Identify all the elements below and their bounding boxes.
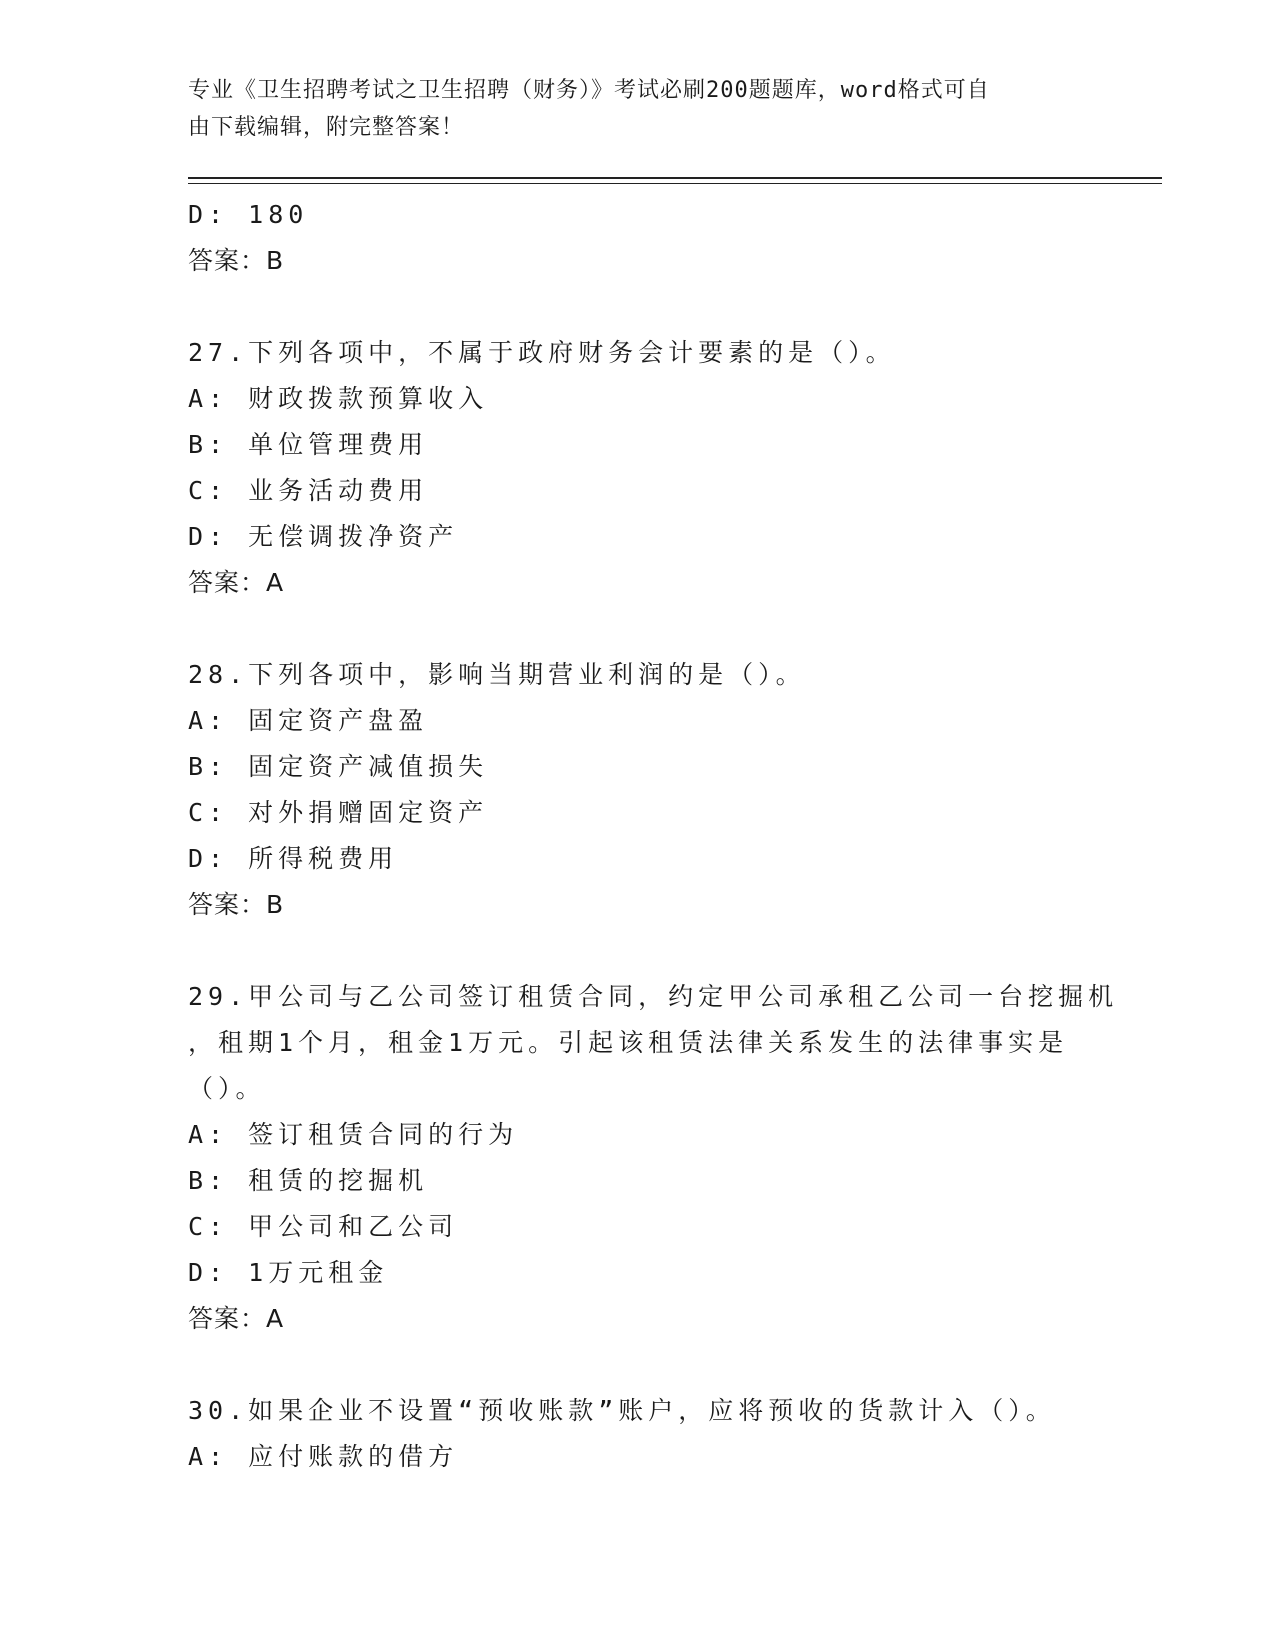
- header-divider-thin: [188, 183, 1162, 184]
- option-a: A: 财政拨款预算收入: [188, 384, 489, 413]
- option-c: C: 对外捐赠固定资产: [188, 798, 489, 827]
- question-29: [188, 974, 1119, 1342]
- answer: 答案：B: [188, 890, 285, 919]
- option-a: A: 固定资产盘盈: [188, 706, 429, 735]
- option-b: B: 固定资产减值损失: [188, 752, 489, 781]
- option-a: A: 应付账款的借方: [188, 1442, 459, 1471]
- option-d: D: 所得税费用: [188, 844, 399, 873]
- option-c: C: 业务活动费用: [188, 476, 429, 505]
- option-d: D: 1万元租金: [188, 1258, 389, 1287]
- option-a: A: 签订租赁合同的行为: [188, 1120, 519, 1149]
- header-line-2: 由下载编辑，附完整答案！: [188, 115, 465, 140]
- document-header: [188, 72, 1068, 146]
- answer: 答案：A: [188, 568, 285, 597]
- question-28: [188, 652, 1088, 928]
- header-divider: [188, 177, 1162, 179]
- header-line-1: 专业《卫生招聘考试之卫生招聘（财务）》考试必刷200题题库，word格式可自: [188, 78, 990, 103]
- question-stem-line-2: ，租期1个月，租金1万元。引起该租赁法律关系发生的法律事实是: [188, 1028, 1069, 1057]
- question-stem-line-1: 29.甲公司与乙公司签订租赁合同，约定甲公司承租乙公司一台挖掘机: [188, 982, 1119, 1011]
- option-d: D: 180: [188, 200, 309, 229]
- question-27: [188, 330, 1088, 606]
- question-list: [188, 192, 1119, 1480]
- option-b: B: 租赁的挖掘机: [188, 1166, 429, 1195]
- answer: 答案：A: [188, 1304, 285, 1333]
- option-b: B: 单位管理费用: [188, 430, 429, 459]
- question-stem: 30.如果企业不设置“预收账款”账户，应将预收的货款计入（）。: [188, 1396, 1056, 1425]
- question-stem: 28.下列各项中，影响当期营业利润的是（）。: [188, 660, 806, 689]
- answer: 答案：B: [188, 246, 285, 275]
- option-d: D: 无偿调拨净资产: [188, 522, 459, 551]
- question-30: [188, 1388, 1088, 1480]
- option-c: C: 甲公司和乙公司: [188, 1212, 459, 1241]
- question-stem: 27.下列各项中，不属于政府财务会计要素的是（）。: [188, 338, 896, 367]
- question-stem-line-3: （）。: [188, 1074, 266, 1103]
